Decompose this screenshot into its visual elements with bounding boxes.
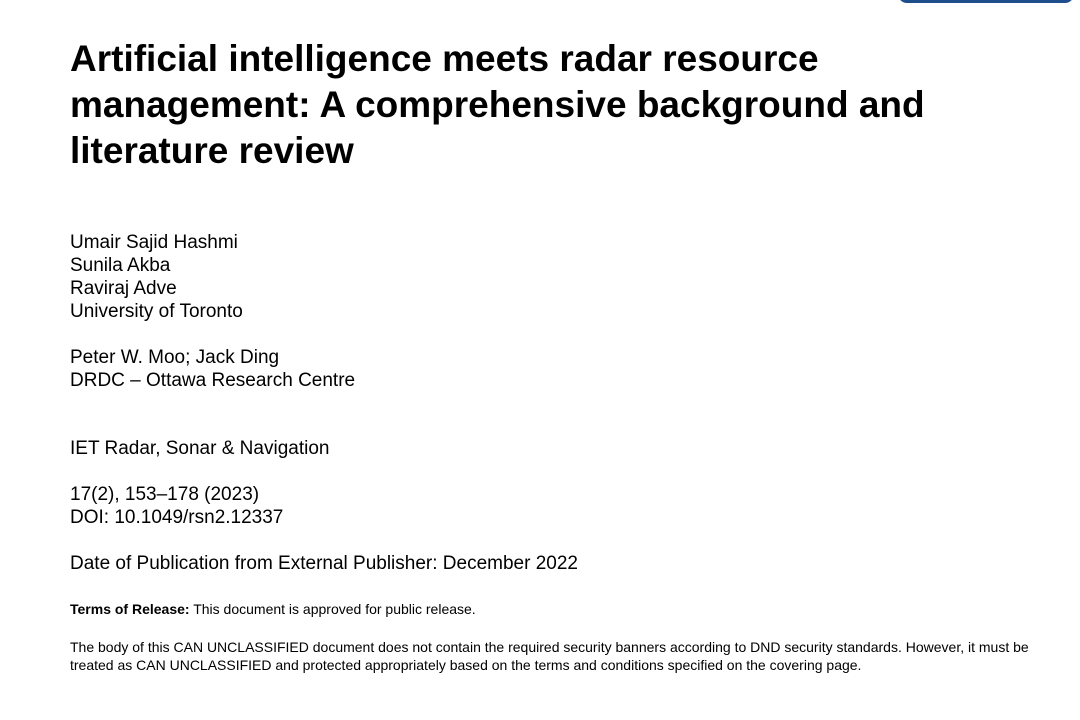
author-name: Sunila Akba: [70, 255, 171, 276]
author-affiliation: University of Toronto: [70, 301, 243, 322]
terms-of-release: [70, 600, 1030, 618]
author-name: Raviraj Adve: [70, 278, 177, 299]
author-names: Peter W. Moo; Jack Ding: [70, 347, 280, 368]
author-name: Umair Sajid Hashmi: [70, 232, 238, 253]
volume-pages: 17(2), 153–178 (2023): [70, 484, 260, 505]
author-affiliation: DRDC – Ottawa Research Centre: [70, 370, 356, 391]
security-notice: The body of this CAN UNCLASSIFIED document does not contain the required security banners according to DND security standards. However, it must be treated as CAN UNCLASSIFIED and protected appropriately based on the terms and conditions specified on the covering page.: [70, 639, 1029, 673]
doi: DOI: 10.1049/rsn2.12337: [70, 507, 284, 528]
author-block-drdc: [70, 346, 355, 392]
terms-label: Terms of Release:: [70, 601, 190, 617]
publication-date: Date of Publication from External Publisher: December 2022: [70, 553, 578, 574]
top-edge-tab: [898, 0, 1074, 3]
journal-name: IET Radar, Sonar & Navigation: [70, 438, 330, 459]
author-block-toronto: [70, 231, 243, 323]
citation-block: [70, 483, 283, 529]
document-title: Artificial intelligence meets radar resource management: A comprehensive background and literature review: [70, 38, 925, 171]
terms-text: This document is approved for public release.: [189, 601, 476, 617]
